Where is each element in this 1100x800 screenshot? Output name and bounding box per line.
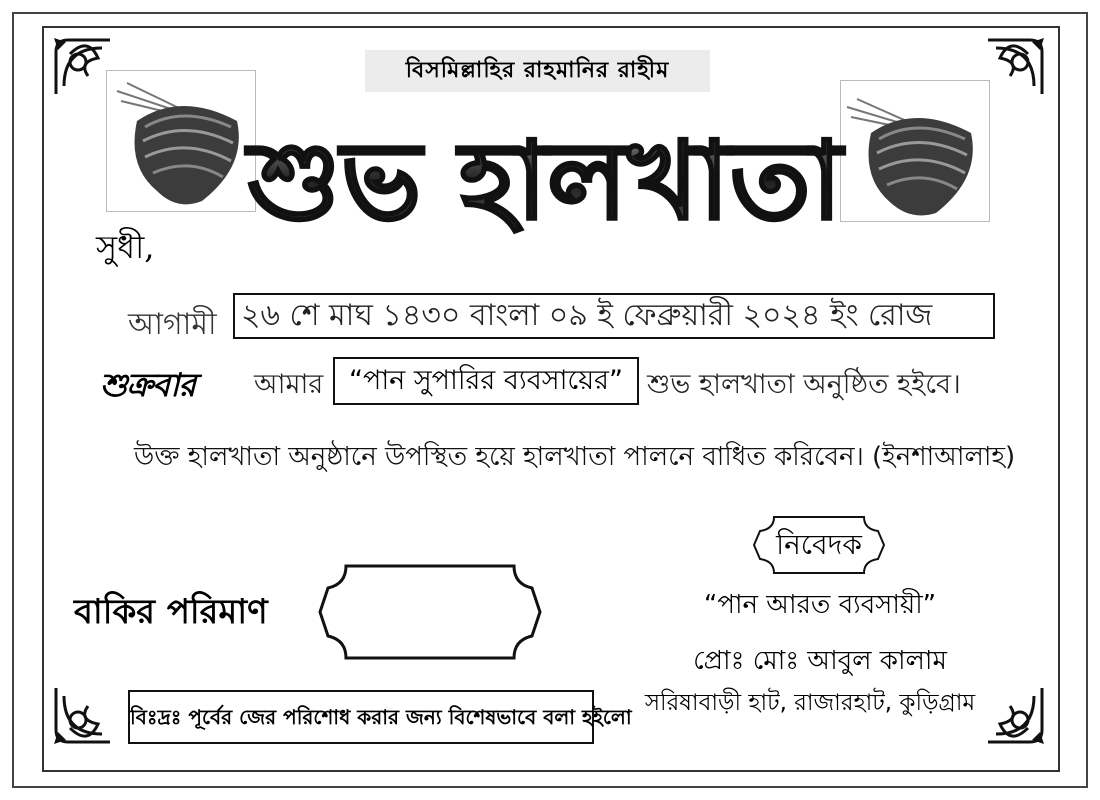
due-amount-label: বাকির পরিমাণ — [74, 592, 268, 632]
betel-leaf-icon — [107, 71, 255, 211]
proprietor-name: প্রোঃ মোঃ আবুল কালাম — [693, 646, 947, 676]
ornamental-corner-icon — [980, 32, 1050, 102]
bismillah-heading: বিসমিল্লাহির রাহমানির রাহীম — [365, 50, 710, 92]
note-box: বিঃদ্রঃ পূর্বের জের পরিশোধ করার জন্য বিশেষভাবে বলা হইলো — [128, 690, 594, 744]
event-line: শুভ হালখাতা অনুষ্ঠিত হইবে। — [647, 369, 961, 400]
card-title-text: শুভ হালখাতা — [247, 118, 843, 244]
betel-leaf-icon — [841, 81, 989, 221]
date-line: ২৬ শে মাঘ ১৪৩০ বাংলা ০৯ ই ফেব্রুয়ারী ২০২৪ ইং রোজ — [233, 293, 995, 339]
intro-word: আগামী — [128, 307, 217, 342]
betel-leaf-image-left — [106, 70, 256, 212]
betel-leaf-image-right — [840, 80, 990, 222]
sender-badge: নিবেদক — [776, 528, 862, 561]
request-line: উক্ত হালখাতা অনুষ্ঠানে উপস্থিত হয়ে হালখাতা পালনে বাধিত করিবেন। (ইনশাআলাহ) — [134, 442, 1016, 472]
organization-name: “পান আরত ব্যবসায়ী” — [703, 590, 937, 620]
address: সরিষাবাড়ী হাট, রাজারহাট, কুড়িগ্রাম — [644, 690, 976, 716]
weekday: শুক্রবার — [100, 366, 195, 404]
due-amount-field — [316, 558, 544, 666]
amar-word: আমার — [254, 369, 324, 400]
ornamental-corner-icon — [48, 680, 118, 750]
card-title — [247, 100, 843, 250]
business-phrase: “পান সুপারির ব্যবসায়ের” — [333, 357, 639, 405]
greeting: সুধী, — [96, 228, 155, 266]
